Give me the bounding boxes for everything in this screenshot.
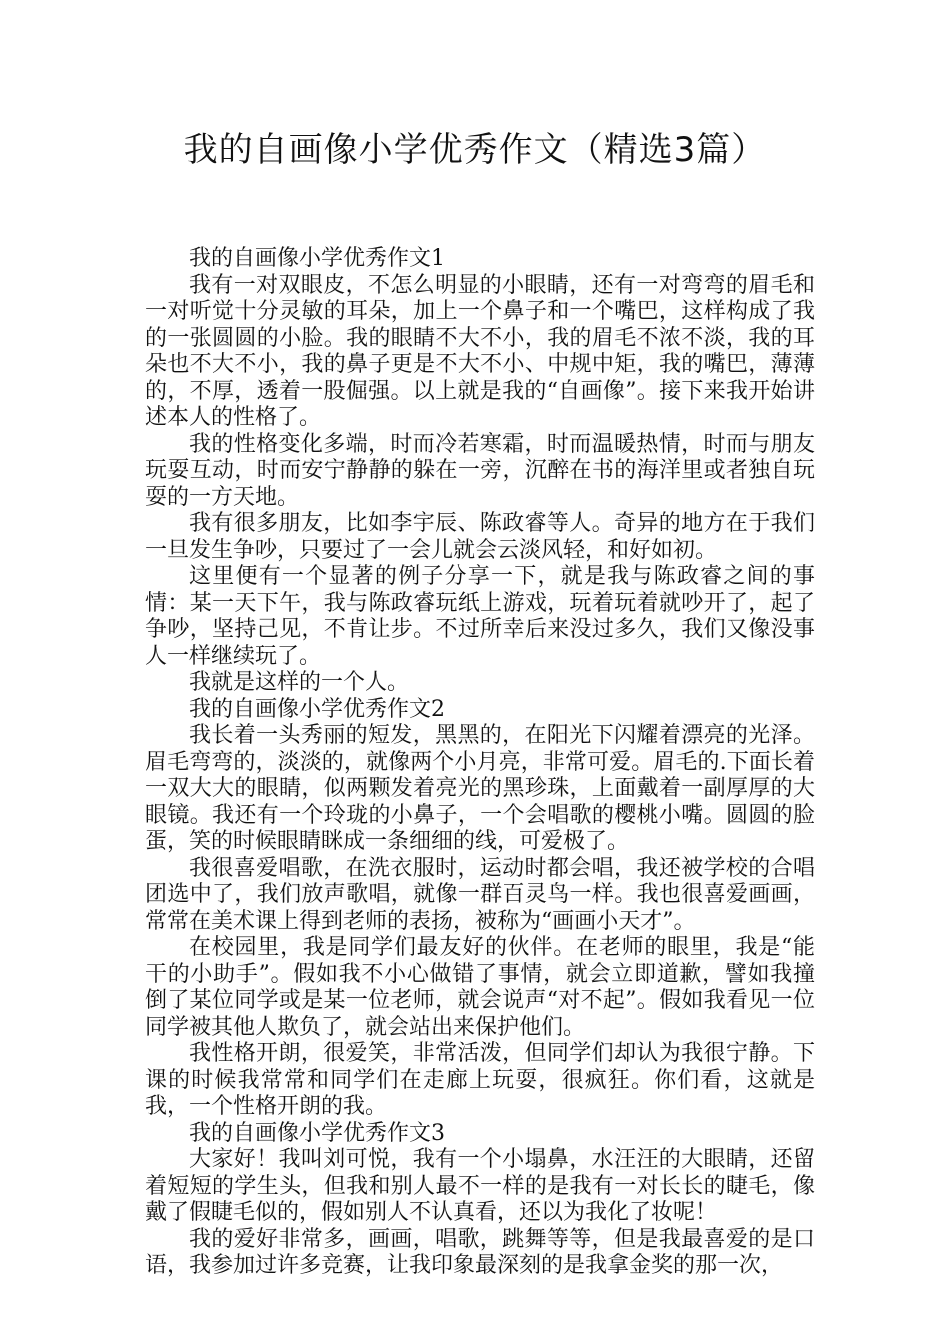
paragraph: 我很喜爱唱歌，在洗衣服时，运动时都会唱，我还被学校的合唱团选中了，我们放声歌唱，就像一群百灵鸟一样。我也很喜爱画画，常常在美术课上得到老师的表扬，被称为“画画小天才”。 [145,855,815,934]
document-title: 我的自画像小学优秀作文（精选3篇） [183,130,767,170]
paragraph: 我的性格变化多端，时而冷若寒霜，时而温暖热情，时而与朋友玩耍互动，时而安宁静静的躲在一旁，沉醉在书的海洋里或者独自玩耍的一方天地。 [145,431,815,510]
document-body [145,246,815,1280]
paragraph: 我就是这样的一个人。 [189,670,410,695]
paragraph: 在校园里，我是同学们最友好的伙伴。在老师的眼里，我是“能干的小助手”。假如我不小心做错了事情，就会立即道歉，譬如我撞倒了某位同学或是某一位老师，就会说声“对不起”。假如我看见一位同学被其他人欺负了，就会站出来保护他们。 [145,935,815,1040]
paragraph: 我性格开朗，很爱笑，非常活泼，但同学们却认为我很宁静。下课的时候我常常和同学们在走廊上玩耍，很疯狂。你们看，这就是我，一个性格开朗的我。 [145,1041,815,1119]
paragraph: 我有一对双眼皮，不怎么明显的小眼睛，还有一对弯弯的眉毛和一对听觉十分灵敏的耳朵，加上一个鼻子和一个嘴巴，这样构成了我的一张圆圆的小脸。我的眼睛不大不小，我的眉毛不浓不淡，我的耳朵也不大不小，我的鼻子更是不大不小、中规中矩，我的嘴巴，薄薄的，不厚，透着一股倔强。以上就是我的“自画像”。接下来我开始讲述本人的性格了。 [145,272,815,430]
essay-heading-2: 我的自画像小学优秀作文2 [189,696,445,722]
paragraph: 大家好！我叫刘可悦，我有一个小塌鼻，水汪汪的大眼睛，还留着短短的学生头，但我和别人最不一样的是我有一对长长的睫毛，像戴了假睫毛似的，假如别人不认真看，还以为我化了妆呢！ [145,1147,815,1225]
paragraph: 我长着一头秀丽的短发，黑黑的，在阳光下闪耀着漂亮的光泽。眉毛弯弯的，淡淡的，就像两个小月亮，非常可爱。眉毛的.下面长着一双大大的眼睛，似两颗发着亮光的黑珍珠，上面戴着一副厚厚的大眼镜。我还有一个玲珑的小鼻子，一个会唱歌的樱桃小嘴。圆圆的脸蛋，笑的时候眼睛眯成一条细细的线，可爱极了。 [145,723,815,854]
paragraph: 我的爱好非常多，画画，唱歌，跳舞等等，但是我最喜爱的是口语，我参加过许多竞赛，让我印象最深刻的是我拿金奖的那一次， [145,1226,815,1278]
essay-heading-3: 我的自画像小学优秀作文3 [189,1120,445,1146]
paragraph: 这里便有一个显著的例子分享一下，就是我与陈政睿之间的事情：某一天下午，我与陈政睿玩纸上游戏，玩着玩着就吵开了，起了争吵，坚持己见，不肯让步。不过所幸后来没过多久，我们又像没事人一样继续玩了。 [145,564,815,669]
paragraph: 我有很多朋友，比如李宇辰、陈政睿等人。奇异的地方在于我们一旦发生争吵，只要过了一会儿就会云淡风轻，和好如初。 [145,511,815,563]
essay-heading-1: 我的自画像小学优秀作文1 [189,246,445,271]
